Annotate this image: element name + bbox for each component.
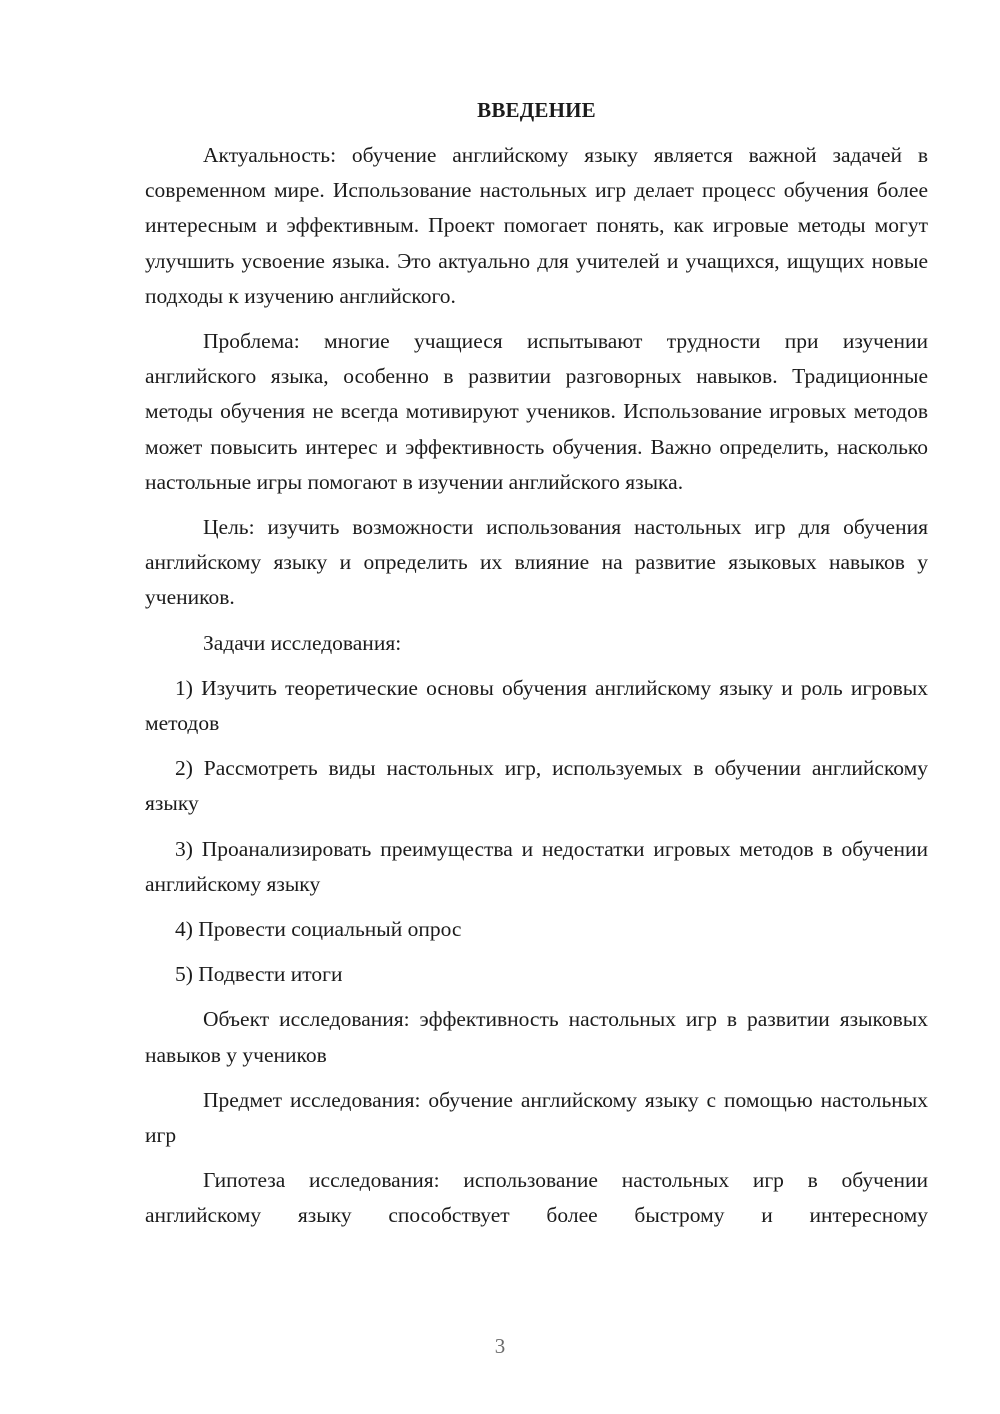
page-number: 3	[494, 1334, 506, 1358]
document-body	[145, 94, 928, 1244]
task-item-5: 5) Подвести итоги	[175, 962, 343, 987]
task-item-4: 4) Провести социальный опрос	[175, 917, 462, 942]
paragraph-goal: Цель: изучить возможности использования настольных игр для обучения английскому языку и определить их влияние на развитие языковых навыков у учеников.	[145, 515, 928, 610]
paragraph-problem: Проблема: многие учащиеся испытывают трудности при изучении английского языка, особенно в развитии разговорных навыков. Традиционные методы обучения не всегда мотивируют учеников. Использование игровых методов может повысить интерес и эффективность обучения. Важно определить, насколько настольные игры помогают в изучении английского языка.	[145, 329, 928, 494]
paragraph-subject: Предмет исследования: обучение английскому языку с помощью настольных игр	[145, 1087, 928, 1148]
section-heading: ВВЕДЕНИЕ	[477, 98, 596, 122]
task-item-3: 3) Проанализировать преимущества и недостатки игровых методов в обучении английскому языку	[145, 836, 928, 896]
task-item-2: 2) Рассмотреть виды настольных игр, используемых в обучении английскому языку	[145, 756, 928, 816]
paragraph-object: Объект исследования: эффективность настольных игр в развитии языковых навыков у учеников	[145, 1007, 928, 1067]
paragraph-hypothesis: Гипотеза исследования: использование настольных игр в обучении английскому языку способствует более быстрому и интересному	[145, 1168, 928, 1228]
paragraph-relevance: Актуальность: обучение английскому языку является важной задачей в современном мире. Использование настольных игр делает процесс обучения более интересным и эффективным. Проект помогает понять, как игровые методы могут улучшить усвоение языка. Это актуально для учителей и учащихся, ищущих новые подходы к изучению английского.	[145, 143, 928, 308]
task-item-1: 1) Изучить теоретические основы обучения английскому языку и роль игровых методов	[145, 675, 928, 736]
tasks-heading: Задачи исследования:	[203, 630, 402, 655]
